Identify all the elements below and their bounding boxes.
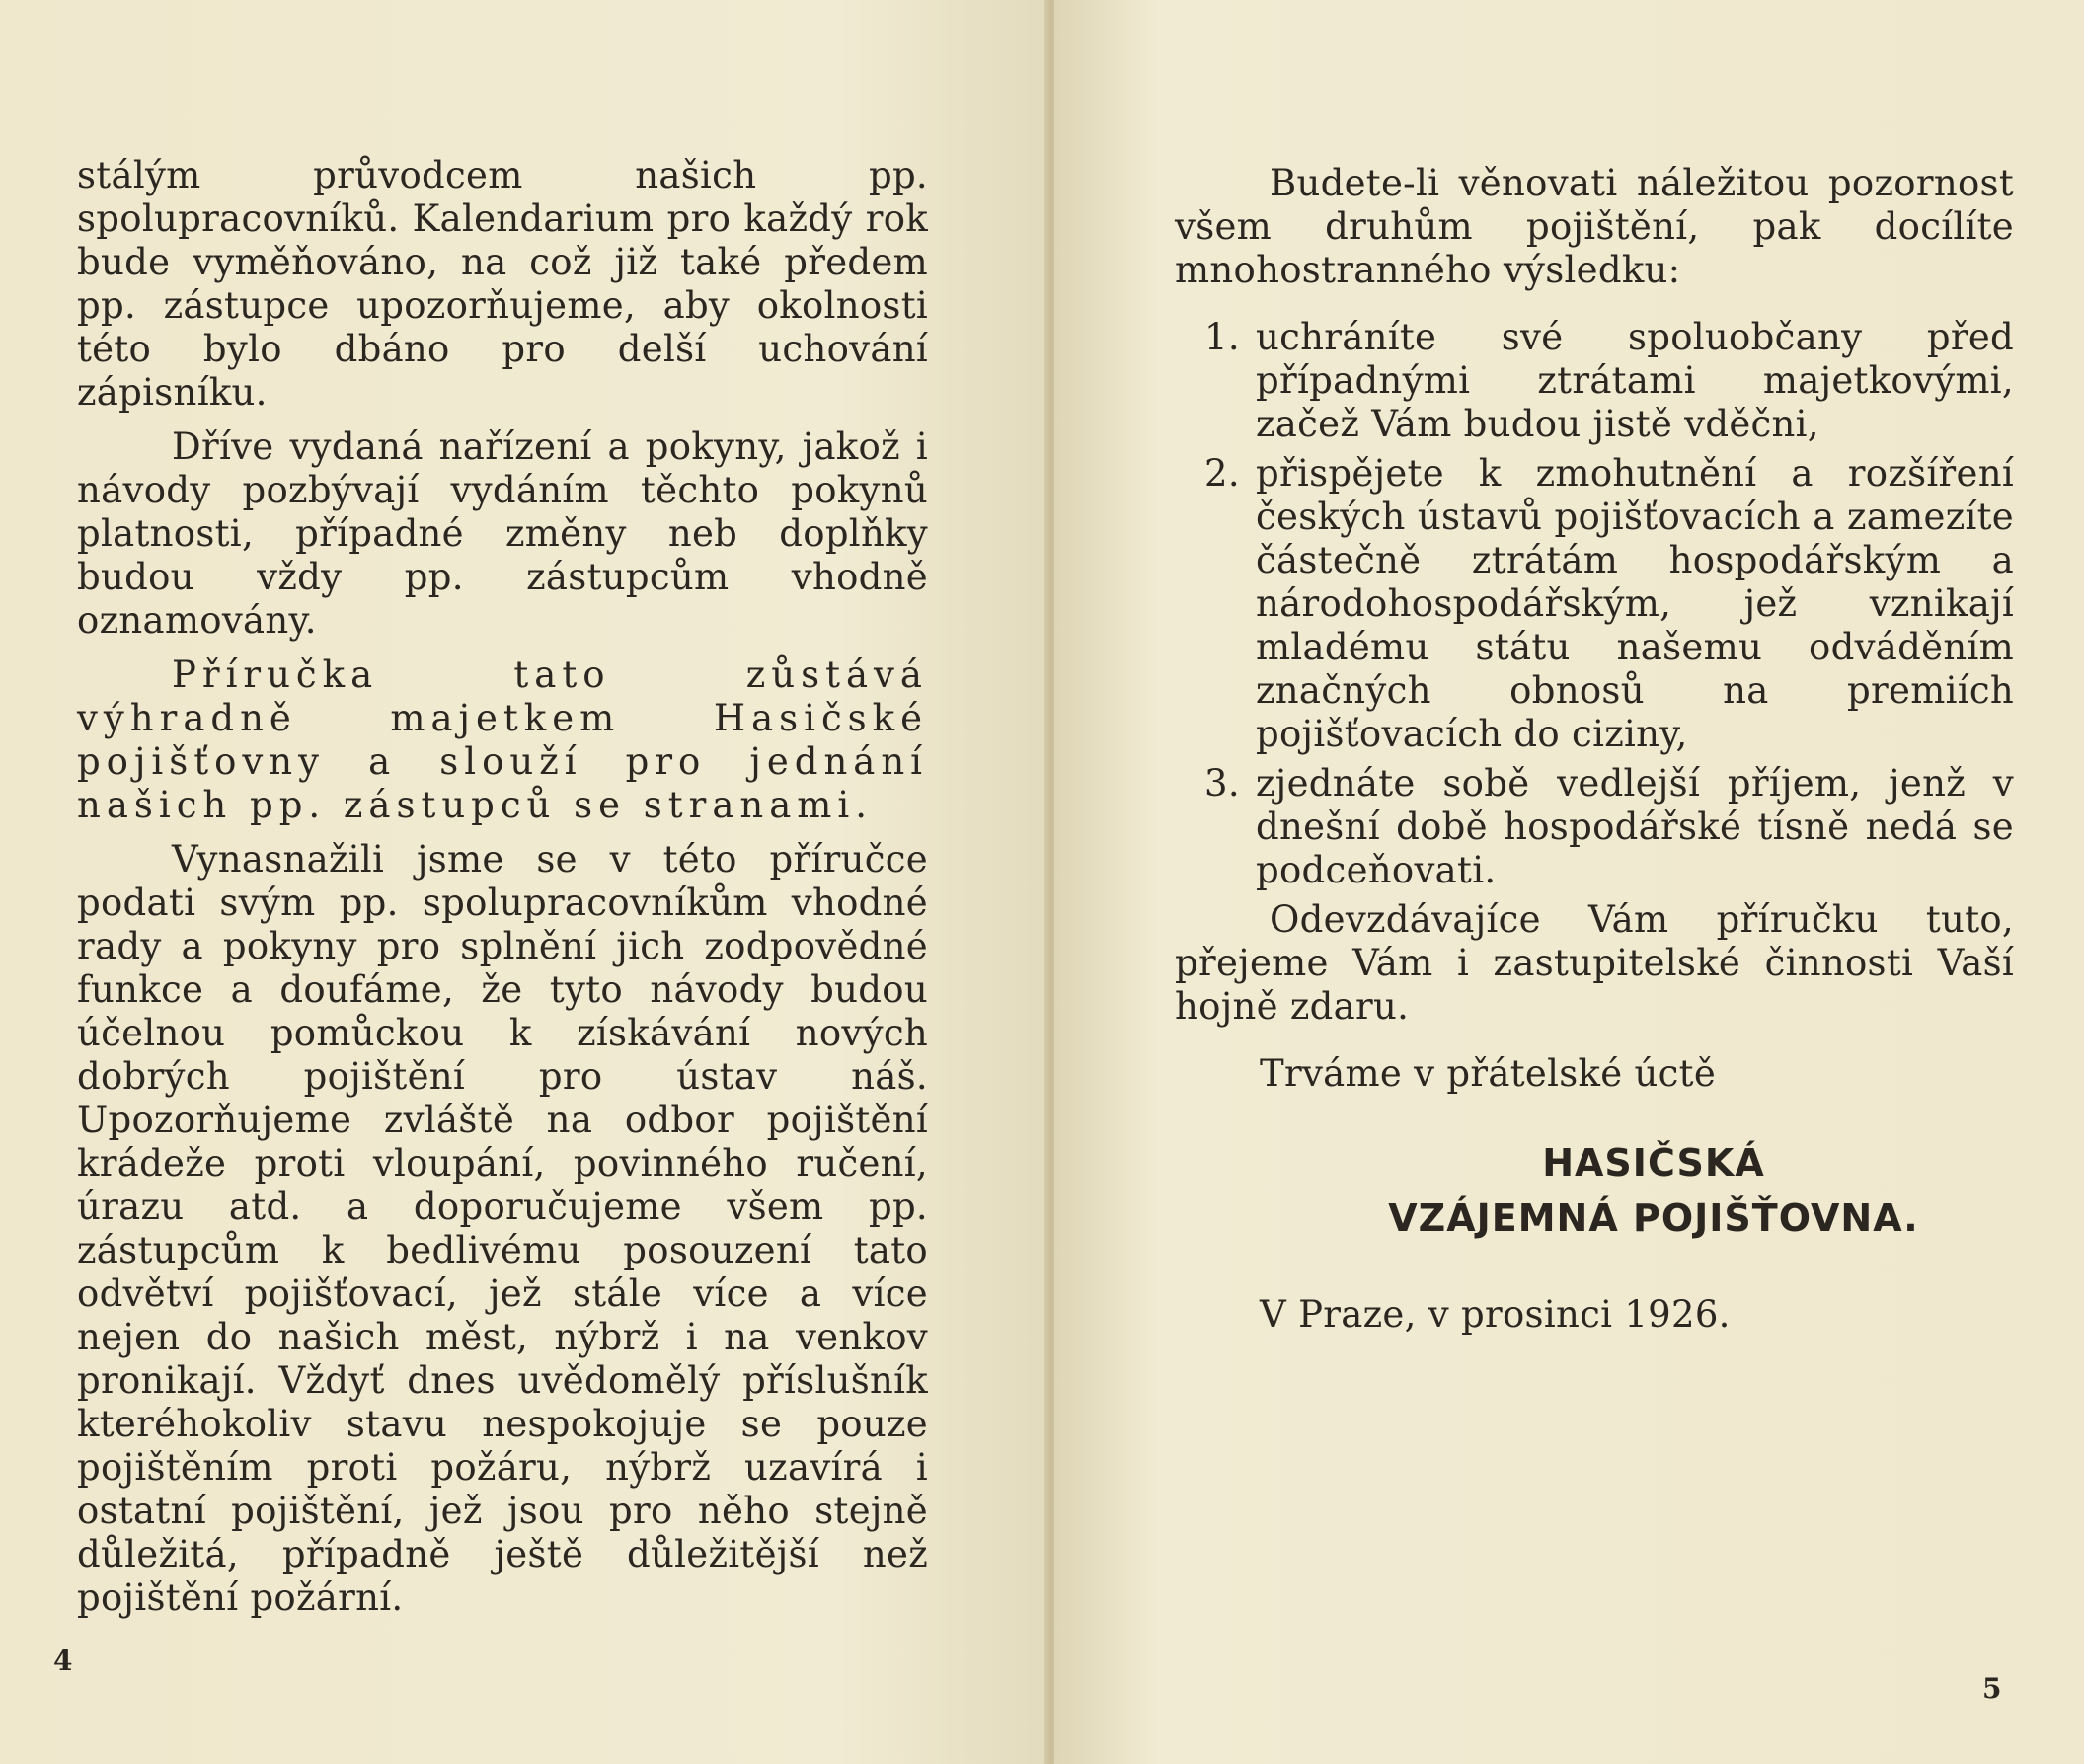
signature-line-1: HASIČSKÁ: [1542, 1141, 1765, 1185]
list-item-number: 1.: [1204, 316, 1240, 358]
paragraph-continuation: stálým průvodcem našich pp. spolupracovníků. Kalendarium pro každý rok bude vyměňováno, na což již také předem pp. zástupce upozorňujeme, aby okolnosti této bylo dbáno pro delší uchování zápisníku.: [77, 154, 928, 414]
page-number-right: 5: [1982, 1672, 2002, 1705]
paragraph-previous-instructions: Dříve vydaná nařízení a pokyny, jakož i návody pozbývají vydáním těchto pokynů platnosti, případné změny neb doplňky budou vždy pp. zástupcům vhodně oznamovány.: [77, 425, 928, 642]
left-page-text: [77, 154, 928, 1631]
list-item: [1175, 762, 2014, 892]
list-item-text: uchráníte své spoluobčany před případnými ztrátami majetkovými, začež Vám budou jistě vděčni,: [1256, 316, 2014, 445]
right-page-text: [1175, 158, 2014, 1337]
paragraph-intro: Budete-li věnovati náležitou pozornost všem druhům pojištění, pak docílíte mnohostranného výsledku:: [1175, 162, 2014, 291]
paragraph-advice: Vynasnažili jsme se v této příručce podati svým pp. spolupracovníkům vhodné rady a pokyny pro splnění jich zodpovědné funkce a doufáme, že tyto návody budou účelnou pomůckou k získávání nových dobrých pojištění pro ústav náš. Upozorňujeme zvláště na odbor pojištění krádeže proti vloupání, povinného ručení, úrazu atd. a doporučujeme všem pp. zástupcům k bedlivému posouzení tato odvětví pojišťovací, jež stále více a více nejen do našich měst, nýbrž i na venkov pronikají. Vždyť dnes uvědomělý příslušník kteréhokoliv stavu nespokojuje se pouze pojištěním proti požáru, nýbrž uzavírá i ostatní pojištění, jež jsou pro něho stejně důležitá, případně ještě důležitější než pojištění požární.: [77, 838, 928, 1619]
place-date: V Praze, v prosinci 1926.: [1260, 1293, 1731, 1336]
signature-line-2: VZÁJEMNÁ POJIŠŤOVNA.: [1388, 1196, 1919, 1240]
paragraph-ownership: Příručka tato zůstává výhradně majetkem Hasičské pojišťovny a slouží pro jednání našich pp. zástupců se stranami.: [77, 653, 928, 826]
list-item-text: zjednáte sobě vedlejší příjem, jenž v dnešní době hospodářské tísně nedá se podceňovati.: [1256, 762, 2014, 891]
signature: [1293, 1135, 2014, 1246]
page-number-left: 4: [53, 1645, 73, 1677]
list-item-number: 2.: [1204, 452, 1240, 495]
list-item-text: přispějete k zmohutnění a rozšíření českých ústavů pojišťovacích a zamezíte částečně ztrátám hospodářským a národohospodářským, jež vznikají mladému státu našemu odváděním značných obnosů na premiích pojišťovacích do ciziny,: [1256, 452, 2014, 755]
list-item: [1175, 316, 2014, 446]
greeting: Trváme v přátelské úctě: [1260, 1052, 1717, 1095]
paragraph-closing: Odevzdávajíce Vám příručku tuto, přejeme Vám i zastupitelské činnosti Vaší hojně zdaru.: [1175, 898, 2014, 1028]
benefits-list: [1175, 316, 2014, 892]
right-page: [1054, 0, 2084, 1764]
list-item-number: 3.: [1204, 762, 1240, 805]
list-item: [1175, 452, 2014, 756]
